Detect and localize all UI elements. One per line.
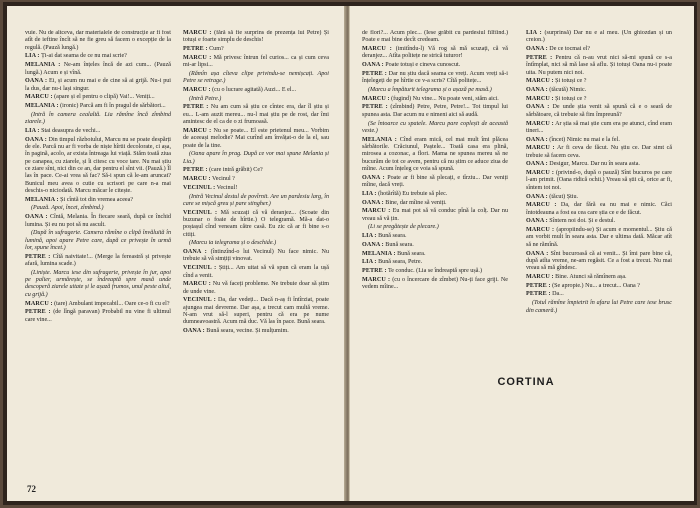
- dialogue-line: [183, 87, 329, 94]
- dialogue-line: [183, 210, 329, 239]
- dialogue-text: (apropiindu-se) Și acum e momentul... Știu că am vorbit mult în seara asta. Dar e ultima dată. Măcar atît să ne rămînă.: [526, 227, 672, 248]
- dialogue-text: (surprinsă) Dar nu e al meu. (Un ghiozdan și un creion.): [526, 30, 672, 44]
- dialogue-text: (ironic) Parcă am fi în pragul de sărbători...: [60, 103, 166, 110]
- dialogue-line: [362, 259, 508, 266]
- speaker-name: PETRE :: [25, 309, 51, 316]
- dialogue-line: [183, 297, 329, 326]
- speaker-name: OANA :: [526, 218, 548, 225]
- stage-direction-text: (Se întoarce cu spatele. Marcu pare copleșit de această veste.): [362, 120, 508, 134]
- speaker-name: LIA :: [25, 53, 40, 60]
- dialogue-text: Te conduc. (Lia se îndreaptă spre ușă.): [388, 268, 482, 274]
- dialogue-line: [362, 175, 508, 190]
- dialogue-text: Da, dar fără ea nu mai e nimic. Căci întotdeauna a fost ea cea care știa ce e de făcut.: [526, 202, 672, 216]
- dialogue-text: (tăcut) Știu.: [549, 193, 579, 200]
- stage-direction: [25, 112, 171, 127]
- dialogue-text: Poate totuși e cineva cunoscut.: [385, 62, 461, 69]
- speaker-name: MARCU :: [526, 227, 555, 234]
- speaker-name: OANA :: [362, 62, 384, 69]
- stage-direction-text: (Intră Petre.): [189, 95, 222, 102]
- speaker-name: MARCU :: [183, 176, 211, 183]
- dialogue-text: Cînd eram mică, cel mai mult îmi plăcea sărbătorile. Crăciunul, Paștele... Toată casa era plină, mirosea a cozonac, a flori. Mama ne spunea mereu să ne bucurăm de tot ce avem, pentru că nu știm ce aduce ziua de mîine. Acum înțeleg ce voia să spună.: [362, 136, 508, 172]
- speaker-name: PETRE :: [362, 268, 387, 274]
- dialogue-text: (care intră grăbit) Ce?: [209, 167, 263, 174]
- dialogue-line: [25, 128, 171, 135]
- dialogue-text: (tare) Ambulant impecabil... Oare ce-o fi cu el?: [54, 300, 170, 307]
- left-page-column-1: [25, 30, 171, 492]
- dialogue-text: Și totuși ce ?: [555, 95, 587, 102]
- dialogue-line: [25, 78, 171, 93]
- dialogue-line: [183, 328, 329, 335]
- speaker-name: PETRE :: [183, 104, 209, 111]
- dialogue-line: [25, 197, 171, 204]
- stage-direction-text: (Intră Vecinul destul de povîrnit. Are un pardesiu larg, în care se mișcă greu și pare stingher.): [183, 193, 329, 207]
- dialogue-text: Nu vă faceți probleme. Ne trebuie doar să știm de unde vine.: [183, 281, 329, 295]
- dialogue-line: [526, 55, 672, 77]
- dialogue-text: Bine. Atunci să rămînem așa.: [555, 273, 627, 280]
- dialogue-text: Mă scuzați că vă deranjez... (Scoate din buzunar o foaie de hîrtie.) O telegramă. Mă-a dat-o poștașul cînd veneam către casă. Eu zic că ar fi bine s-o citiți.: [183, 209, 329, 238]
- dialogue-text: Bună seara, Petre.: [378, 259, 423, 266]
- speaker-name: PETRE :: [183, 167, 208, 174]
- right-page-column-2: [526, 30, 672, 492]
- dialogue-text: Bună seara.: [385, 241, 414, 248]
- dialogue-line: [183, 185, 329, 192]
- stage-direction-text: (Intră în camera cealaltă. Lia rămîne încă zîmbind ziarele.): [25, 111, 171, 126]
- dialogue-text: De unde știa venit să spună că e o seară de sărbătoare, că trebuie să fim împreună?: [526, 104, 672, 118]
- speaker-name: OANA :: [25, 214, 48, 221]
- dialogue-text: de flori?... Acum plec... (Iese grăbit cu pardesiul fîlfîind.) Poate e mai bine decît credeam.: [362, 30, 508, 44]
- speaker-name: MARCU :: [183, 30, 212, 36]
- dialogue-line: [526, 274, 672, 281]
- dialogue-line: [526, 218, 672, 225]
- dialogue-line: [526, 121, 672, 136]
- stage-direction-text: (După în sufragerie. Camera rămîne o clipă învăluită în lumină, apoi apare Petre care, după ce privește în urmă lor, spune încet.): [25, 230, 171, 251]
- dialogue-line: [526, 194, 672, 201]
- dialogue-line: [526, 291, 672, 298]
- dialogue-text: Ne-am înțeles încă de azi cum... (Pauză lungă.) Acum e și vînă.: [25, 62, 171, 76]
- dialogue-line: [25, 301, 171, 308]
- speaker-name: MARCU :: [526, 273, 554, 280]
- dialogue-line: [183, 281, 329, 296]
- dialogue-text: (apare și el pentru o clipă) Vai!... Veniți...: [54, 94, 155, 101]
- stage-direction: [25, 230, 171, 252]
- right-page: [349, 6, 694, 501]
- dialogue-line: [526, 87, 672, 94]
- stage-direction: [362, 224, 508, 231]
- dialogue-text: (cu o lucrare agitată) Auzi... E el...: [212, 86, 297, 93]
- dialogue-line: [183, 176, 329, 183]
- speaker-name: PETRE :: [183, 46, 208, 53]
- dialogue-text: Bună seara.: [378, 233, 407, 240]
- dialogue-text: Vecinul ?: [212, 176, 235, 183]
- speaker-name: MARCU :: [526, 145, 555, 152]
- speaker-name: OANA :: [526, 250, 549, 257]
- speaker-name: VECINUL :: [183, 184, 216, 191]
- dialogue-text: vuie. Nu de altceva, dar materialele de construcție ar fi fost atît de ieftine încît să ne fie greu să facem o excepție de la regulă. (Pauză lungă.): [25, 30, 171, 51]
- dialogue-text: Nu se poate... El este prietenul meu... Vorbim de aceeași melodie? Mai curînd am învățat-o de la el, sau poate de la tine.: [183, 127, 329, 149]
- dialogue-text: (de lîngă paravan) Probabil nu vine fi ultimul care vine...: [25, 309, 171, 323]
- dialogue-line: [25, 94, 171, 101]
- left-page-column-2: [183, 30, 329, 492]
- dialogue-text: De ce tocmai el?: [549, 46, 591, 53]
- dialogue-line: [362, 96, 508, 103]
- speaker-name: PETRE :: [526, 54, 553, 61]
- dialogue-line: [362, 104, 508, 119]
- stage-direction: [183, 96, 329, 103]
- dialogue-line: [526, 170, 672, 192]
- dialogue-line: [362, 71, 508, 86]
- speaker-name: MARCU :: [362, 276, 391, 283]
- dialogue-text: Stai deasupra de vechi...: [41, 127, 101, 134]
- dialogue-line: [183, 55, 329, 70]
- dialogue-text: (Se apropie.) Nu... a trecut... Oana ?: [552, 282, 640, 289]
- dialogue-line: [526, 46, 672, 53]
- dialogue-text: Bună seara.: [397, 250, 426, 257]
- dialogue-line: [183, 265, 329, 280]
- dialogue-line: [362, 268, 508, 275]
- dialogue-text: Știți... Am uitat să vă spun că eram la ușă cînd a venit.: [183, 265, 329, 279]
- dialogue-line: [526, 145, 672, 160]
- speaker-name: MARCU :: [183, 281, 211, 288]
- dialogue-line: [526, 161, 672, 168]
- dialogue-text: (zîmbind) Petre, Petre, Petre!... Tot timpul lui spunea asta. Dar acum nu e nimeni aici să audă.: [362, 104, 508, 118]
- dialogue-text: Eu mai pot să vă conduc pînă la colț. Dar nu vreau să vă țin.: [362, 208, 508, 222]
- speaker-name: OANA :: [362, 199, 384, 206]
- speaker-name: MELANIA :: [362, 136, 397, 143]
- dialogue-text: Din timpul războiului, Marcu nu se poate despărți de ele. Parcă nu ar fi vorba de niște hîrtii decolorate, ci așa, în pagină, acolo, ar exista întreaga lui viață. Stăm toată ziua pe canapea, cu ziarele, și îi citesc cu voce tare. Nu mai știu ce ziare sînt, nici din ce an, dar pentru el sînt vii. (Pauză.) Îl las în pace. Ce-ai vrea să fac? Să-i spun că le-am aruncat? Bunicul meu avea o cutie cu scrisori pe care n-a mai deschis-o niciodată. Marcu măcar le citește.: [25, 136, 171, 194]
- dialogue-text: (fără să fie surprins de prezența lui Petre) Și totuși e foarte simplu de deschis!: [183, 30, 329, 44]
- stage-direction-text: (Totul rămîne împietrit în afara lui Petre care iese brusc din cameră.): [526, 300, 672, 314]
- dialogue-text: Cîtă naivitate!... (Merge la fereastră și privește afară, lumina scade.): [25, 253, 171, 268]
- dialogue-text: Nu am cum să știu ce cîntec era, dar îl știu și eu... L-am auzit mereu... nu-l mai știu pe de rost, dar îmi amintesc de el ca de o zi frumoasă.: [183, 104, 329, 126]
- speaker-name: LIA :: [362, 190, 377, 197]
- speaker-name: MARCU :: [183, 127, 212, 134]
- dialogue-line: [526, 227, 672, 249]
- dialogue-text: (tăcută) Nimic.: [549, 86, 587, 93]
- dialogue-text: Sîntem noi doi. Și e destul.: [549, 218, 616, 225]
- speaker-name: VECINUL :: [183, 209, 218, 216]
- dialogue-text: Ți-ai dat seama de ce nu mai scrie?: [41, 53, 127, 60]
- dialogue-line: [25, 214, 171, 229]
- speaker-name: OANA :: [526, 193, 548, 200]
- dialogue-text: Și cîntă tot din vremea aceea?: [60, 196, 134, 203]
- dialogue-text: (întinzînd-o lui Vecinul) Nu face nimic. Nu trebuie să vă simțiți vinovat.: [183, 249, 329, 263]
- speaker-name: MARCU :: [526, 202, 557, 209]
- dialogue-line: [362, 137, 508, 174]
- dialogue-line: [183, 128, 329, 150]
- dialogue-line: [362, 233, 508, 240]
- speaker-name: PETRE :: [526, 291, 551, 298]
- dialogue-text: (fugind) Nu vine... Nu poate veni, stăm aici.: [391, 95, 499, 102]
- speaker-name: MELANIA :: [362, 250, 396, 257]
- dialogue-line: [362, 191, 508, 198]
- dialogue-line: [526, 251, 672, 273]
- speaker-name: VECINUL :: [183, 297, 216, 304]
- dialogue-text: Bună seara, vecine. Și mulțumim.: [206, 328, 289, 335]
- stage-direction: [526, 300, 672, 315]
- dialogue-line: [526, 78, 672, 85]
- stage-direction-text: (Marcu ia telegrama și o deschide.): [189, 240, 277, 247]
- dialogue-text: (cu o încercare de zîmbet) Nu-ți face griji. Ne vedem mîine...: [362, 276, 508, 291]
- dialogue-text: Cîntă, Melania. În fiecare seară, după ce închid lumina. Și eu nu pot să nu ascult.: [25, 214, 171, 228]
- dialogue-line: [25, 62, 171, 77]
- right-page-column-1: [362, 30, 508, 492]
- dialogue-text: Bine, dar mîine să veniți.: [385, 199, 447, 206]
- dialogue-text: Vecinul!: [216, 184, 238, 191]
- speaker-name: OANA :: [362, 174, 385, 181]
- dialogue-line: [362, 62, 508, 69]
- speaker-name: OANA :: [526, 86, 548, 93]
- speaker-name: OANA :: [526, 46, 548, 53]
- stage-direction: [362, 121, 508, 136]
- speaker-name: LIA :: [526, 30, 542, 36]
- speaker-name: PETRE :: [362, 70, 387, 77]
- speaker-name: MELANIA :: [25, 196, 59, 203]
- stage-direction: [25, 205, 171, 212]
- dialogue-line: [526, 202, 672, 217]
- stage-direction: [183, 194, 329, 209]
- speaker-name: VECINUL :: [183, 265, 217, 272]
- stage-direction: [183, 71, 329, 86]
- speaker-name: MARCU :: [183, 54, 212, 61]
- dialogue-line: [183, 167, 329, 174]
- dialogue-line: [526, 283, 672, 290]
- speaker-name: OANA :: [526, 161, 548, 168]
- stage-direction: [183, 151, 329, 166]
- dialogue-line: [25, 309, 171, 324]
- dialogue-line: [362, 251, 508, 258]
- dialogue-text: Da, dar vedeți... Dacă n-aș fi întîrziat, poate ajungea mai devreme. Dar așa, a trecut cam multă vreme. N-am vrut să-l superi, pentru că era pe nume dumneavoastră. Acum mă duc. Vă las în pace. Bună seara.: [183, 297, 329, 326]
- dialogue-line: [362, 242, 508, 249]
- speaker-name: MARCU :: [526, 170, 555, 177]
- dialogue-text: (hotărîtă) Eu trebuie să plec.: [378, 190, 448, 197]
- dialogue-text: (privind-o, după o pauză) Sînt bucuros pe care l-am primit. (Oana ridică ochii.) Vreau să știi că, orice ar fi, sîntem tot noi.: [526, 170, 672, 191]
- speaker-name: MELANIA :: [25, 103, 59, 110]
- speaker-name: MARCU :: [362, 46, 392, 53]
- dialogue-line: [183, 104, 329, 126]
- speaker-name: PETRE :: [25, 253, 51, 260]
- dialogue-line: [362, 46, 508, 61]
- dialogue-line: [362, 200, 508, 207]
- page-number: 72: [27, 484, 36, 494]
- speaker-name: MARCU :: [362, 208, 391, 215]
- speaker-name: MARCU :: [526, 95, 554, 102]
- speaker-name: LIA :: [362, 259, 377, 266]
- dialogue-line: [25, 254, 171, 269]
- dialogue-text: Ar știa să mai știe cum era pe atunci, cînd eram tineri...: [526, 120, 672, 134]
- dialogue-text: (încet) Nimic nu mai e la fel.: [549, 136, 620, 143]
- dialogue-line: [526, 96, 672, 103]
- speaker-name: PETRE :: [526, 282, 551, 289]
- dialogue-text: Ei, și acum nu mai e de cine să ai grijă. Nu-i pui la dus, dar nu-i lași singur.: [25, 78, 171, 92]
- speaker-name: PETRE :: [362, 104, 388, 111]
- dialogue-text: Da...: [552, 291, 564, 298]
- speaker-name: OANA :: [25, 136, 47, 143]
- speaker-name: LIA :: [25, 127, 40, 134]
- dialogue-text: (imitîndu-l) Vă rog să mă scuzați, că vă deranjez... Atîta politețe ne strică tuturor!: [362, 46, 508, 60]
- dialogue-line: [25, 53, 171, 60]
- speaker-name: MELANIA :: [25, 62, 61, 69]
- dialogue-line: [183, 249, 329, 264]
- dialogue-line: [526, 137, 672, 144]
- dialogue-line: [25, 137, 171, 196]
- stage-direction-text: (Li se pregătește de plecare.): [368, 224, 439, 231]
- speaker-name: MARCU :: [362, 95, 390, 102]
- dialogue-line: [25, 30, 171, 52]
- dialogue-text: Ar fi ceva de făcut. Nu știu ce. Dar simt că trebuie să facem ceva.: [526, 145, 672, 159]
- dialogue-line: [25, 103, 171, 110]
- speaker-name: MARCU :: [25, 94, 53, 101]
- stage-direction-text: (Oana apare în prag. După ce vor mai spune Melania și Lia.): [183, 151, 329, 165]
- dialogue-line: [362, 277, 508, 292]
- speaker-name: MARCU :: [526, 78, 554, 85]
- stage-direction: [183, 240, 329, 247]
- dialogue-line: [362, 208, 508, 223]
- left-page: [7, 6, 347, 501]
- stage-direction-text: (Liniște. Marcu iese din sufragerie, privește în jur, apoi pe palier, urmărește, se îndreaptă spre masă unde descoperă ziarele uitate și le așază frumos, unul peste altul, cu grijă.): [25, 269, 171, 298]
- stage-direction-text: (Pauză. Apoi, încet, zîmbind.): [31, 205, 104, 212]
- speaker-name: OANA :: [526, 136, 548, 143]
- stage-direction: [362, 87, 508, 94]
- speaker-name: LIA :: [362, 233, 377, 240]
- dialogue-text: Și totuși ce ?: [555, 78, 587, 85]
- speaker-name: OANA :: [362, 241, 384, 248]
- curtain-heading: CORTINA: [497, 376, 555, 388]
- dialogue-line: [183, 46, 329, 53]
- book-spread: [3, 2, 697, 505]
- dialogue-line: [526, 104, 672, 119]
- speaker-name: MARCU :: [526, 120, 554, 127]
- speaker-name: OANA :: [25, 78, 48, 85]
- dialogue-text: Pentru că n-au vrut nici să-mi spună ce s-a întîmplat, nici să mă lase să aflu. Și totuși Oana nu-i poate uita. Nu putem nici noi.: [526, 54, 672, 76]
- speaker-name: OANA :: [526, 104, 550, 111]
- speaker-name: MARCU :: [183, 86, 211, 93]
- stage-direction-text: (Marcu a împăturit telegrama și o așază pe masă.): [368, 86, 492, 93]
- stage-direction-text: (Rămîn așa cîteva clipe privindu-se nemișcați. Apoi Petre se retrage.): [183, 70, 329, 85]
- dialogue-text: Sînt bucuroasă că ai venit... Și îmi pare bine că, după atîta vreme, ne-am regăsit. Ce a fost a trecut. Nu mai vreau să mă gîndesc.: [526, 250, 672, 272]
- dialogue-text: Desigur, Marcu. Dar nu în seara asta.: [549, 161, 640, 168]
- dialogue-text: Mă privesc întrun fel curios... ca și cum ceva mi-ar lipsi...: [183, 54, 329, 69]
- dialogue-text: Dar nu știu dacă seama ce vreți. Acum vreți să-i înțelegeți de pe hîrtie ce v-a scris? Cîtă politețe...: [362, 70, 508, 85]
- speaker-name: MARCU :: [25, 300, 53, 307]
- dialogue-line: [362, 30, 508, 45]
- dialogue-text: Cum?: [209, 46, 224, 53]
- speaker-name: OANA :: [183, 328, 205, 335]
- dialogue-line: [526, 30, 672, 45]
- dialogue-text: Poate ar fi bine să plecați, e tîrziu... Dar veniți mîine, dacă vreți.: [362, 174, 508, 189]
- dialogue-line: [183, 30, 329, 45]
- speaker-name: OANA :: [183, 249, 207, 256]
- stage-direction: [25, 270, 171, 299]
